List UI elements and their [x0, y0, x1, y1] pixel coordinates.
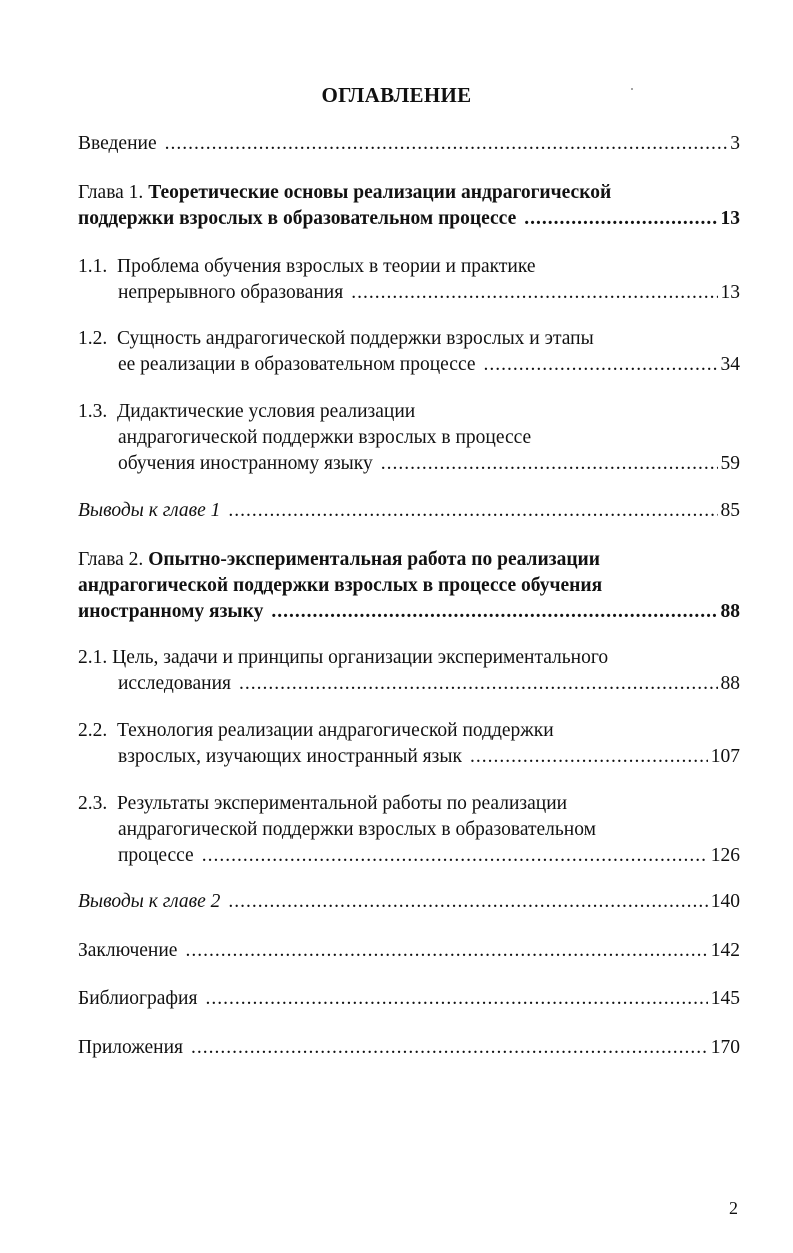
- section-number: 2.1.: [78, 647, 108, 668]
- entry-page: 142: [710, 940, 740, 961]
- toc-entry-introduction[interactable]: [78, 131, 740, 157]
- chapter-title-line-2: поддержки взрослых в образовательном процессе: [78, 208, 517, 229]
- section-title-line-2: ее реализации в образовательном процессе: [118, 354, 476, 375]
- section-number: 2.2.: [78, 720, 108, 741]
- chapter-title-line-2: андрагогической поддержки взрослых в процессе обучения: [78, 575, 603, 596]
- toc-entry-conclusion[interactable]: [78, 938, 740, 964]
- entry-page: 3: [730, 133, 740, 154]
- dot-leader: [351, 280, 717, 306]
- entry-title: Библиография: [78, 988, 198, 1009]
- section-title-line-1: Результаты экспериментальной работы по реализации: [117, 793, 568, 814]
- toc-entry-conclusions-1[interactable]: [78, 498, 740, 524]
- toc-title: ОГЛАВЛЕНИЕ: [321, 83, 472, 107]
- dot-leader: [381, 451, 718, 477]
- dot-leader: [228, 889, 707, 915]
- section-title-line-2: взрослых, изучающих иностранный язык: [118, 746, 462, 767]
- page-number: 2: [729, 1198, 738, 1218]
- entry-page: 13: [720, 208, 740, 229]
- chapter-title-line-1: Опытно-экспериментальная работа по реализации: [148, 549, 601, 570]
- toc-entry-section-1-1[interactable]: [78, 254, 740, 306]
- entry-page: 140: [710, 891, 740, 912]
- toc-entry-section-2-1[interactable]: [78, 645, 740, 697]
- dot-leader: [185, 938, 707, 964]
- dot-leader: [470, 744, 708, 770]
- dot-leader: [524, 206, 717, 232]
- section-number: 1.2.: [78, 328, 108, 349]
- entry-page: 85: [720, 500, 740, 521]
- entry-page: 88: [720, 601, 740, 622]
- entry-page: 107: [710, 746, 740, 767]
- toc-entry-chapter-2[interactable]: [78, 547, 740, 625]
- chapter-title-line-1: Теоретические основы реализации андрагогической: [148, 182, 612, 203]
- toc-entry-chapter-1[interactable]: [78, 180, 740, 232]
- dot-leader: [239, 671, 718, 697]
- dot-leader: [205, 986, 707, 1012]
- section-title-line-2: андрагогической поддержки взрослых в процессе: [118, 427, 532, 448]
- dot-leader: [271, 599, 717, 625]
- section-title-line-1: Технология реализации андрагогической поддержки: [117, 720, 554, 741]
- entry-page: 145: [710, 988, 740, 1009]
- entry-page: 34: [720, 354, 740, 375]
- entry-page: 59: [720, 453, 740, 474]
- chapter-title-line-3: иностранному языку: [78, 601, 264, 622]
- chapter-prefix: Глава 1.: [78, 182, 149, 203]
- section-title-line-1: Дидактические условия реализации: [117, 401, 416, 422]
- toc-entry-section-2-3[interactable]: [78, 791, 740, 869]
- toc-entry-bibliography[interactable]: [78, 986, 740, 1012]
- section-title-line-3: процессе: [118, 845, 194, 866]
- section-number: 1.3.: [78, 401, 108, 422]
- entry-title: Приложения: [78, 1037, 183, 1058]
- entry-title: Выводы к главе 2: [78, 891, 221, 912]
- entry-page: 13: [720, 282, 740, 303]
- entry-page: 126: [710, 845, 740, 866]
- dot-leader: [202, 843, 708, 869]
- section-title-line-1: Проблема обучения взрослых в теории и практике: [117, 256, 536, 277]
- section-title-line-1: Сущность андрагогической поддержки взрослых и этапы: [117, 328, 594, 349]
- scan-speck: [631, 88, 633, 90]
- section-title-line-2: андрагогической поддержки взрослых в образовательном: [118, 819, 596, 840]
- entry-title: Выводы к главе 1: [78, 500, 221, 521]
- entry-title: Введение: [78, 133, 157, 154]
- section-number: 1.1.: [78, 256, 108, 277]
- toc-entry-section-2-2[interactable]: [78, 718, 740, 770]
- section-title-line-2: непрерывного образования: [118, 282, 344, 303]
- chapter-prefix: Глава 2.: [78, 549, 149, 570]
- toc-entry-section-1-2[interactable]: [78, 326, 740, 378]
- section-title-line-3: обучения иностранному языку: [118, 453, 373, 474]
- toc-entry-conclusions-2[interactable]: [78, 889, 740, 915]
- dot-leader: [165, 131, 728, 157]
- entry-page: 88: [720, 673, 740, 694]
- entry-page: 170: [710, 1037, 740, 1058]
- entry-title: Заключение: [78, 940, 178, 961]
- section-title-line-1: Цель, задачи и принципы организации экспериментального: [112, 647, 609, 668]
- toc-entry-appendices[interactable]: [78, 1035, 740, 1061]
- toc-entry-section-1-3[interactable]: [78, 399, 740, 477]
- section-title-line-2: исследования: [118, 673, 231, 694]
- section-number: 2.3.: [78, 793, 108, 814]
- dot-leader: [484, 352, 718, 378]
- dot-leader: [191, 1035, 708, 1061]
- dot-leader: [228, 498, 717, 524]
